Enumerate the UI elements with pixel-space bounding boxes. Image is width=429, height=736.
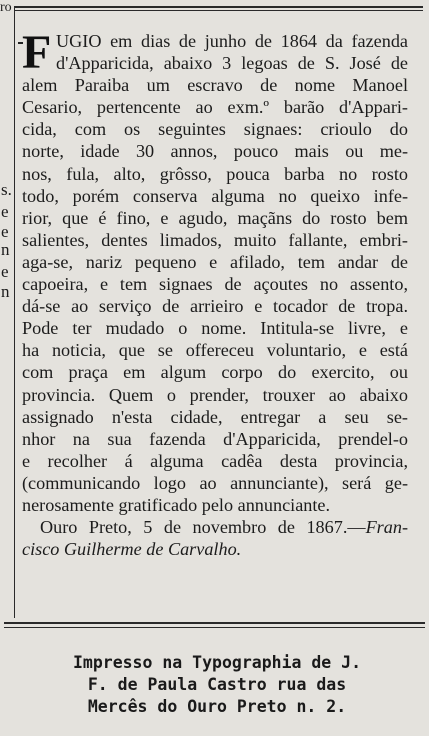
ad-line: cida, com os seguintes signaes: crioulo do	[22, 119, 408, 140]
ad-line: nerosamente gratificado pelo annunciante.	[22, 494, 331, 515]
runaway-slave-advertisement	[22, 26, 408, 560]
imprint-line: Mercês do Ouro Preto n. 2.	[87, 697, 347, 716]
separator-rule-thin	[4, 627, 425, 628]
signature-start: Fran-	[365, 517, 408, 538]
ad-line: Cesario, pertencente ao exm.º barão d'Appari-	[22, 97, 408, 118]
column-rule	[14, 6, 15, 618]
ad-line: provincia. Quem o prender, trouxer ao abaixo	[22, 384, 408, 405]
ad-line: d'Apparicida, abaixo 3 legoas de S. José de	[56, 53, 408, 74]
printer-imprint	[20, 652, 414, 718]
ad-line: ha noticia, que se offereceu voluntario, e está	[22, 340, 408, 361]
drop-cap: F	[22, 26, 52, 79]
separator-rule	[4, 622, 425, 624]
ad-line: Pode ter mudado o nome. Intitula-se livre, e	[22, 318, 408, 339]
ad-line: dá-se ao serviço de arrieiro e tocador de tropa.	[22, 296, 408, 317]
margin-corner-text: ro	[0, 0, 12, 15]
ad-line: alem Paraiba um escravo de nome Manoel	[22, 75, 408, 96]
ad-line: e recolher á alguma cadêa desta provincia,	[22, 450, 408, 471]
ad-line: nos, fula, alto, grôsso, pouca barba no rosto	[22, 163, 408, 184]
margin-fragment: e	[1, 262, 9, 281]
ad-line: assignado n'esta cidade, entregar a seu se-	[22, 406, 408, 427]
dateline-text: Ouro Preto, 5 de novembro de 1867.—	[40, 517, 366, 538]
ad-line: capoeira, e tem signaes de açoutes no assento,	[22, 274, 408, 295]
margin-fragment: n	[1, 240, 10, 259]
ad-line: UGIO em dias de junho de 1864 da fazenda	[56, 31, 408, 51]
imprint-line: Impresso na Typographia de J.	[72, 653, 362, 672]
top-rule	[14, 6, 423, 8]
ad-line: nhor na sua fazenda d'Apparicida, prendel-o	[22, 428, 408, 449]
margin-fragment: e	[1, 202, 9, 221]
ad-line: aga-se, nariz pequeno e afilado, tem andar de	[22, 251, 408, 272]
ad-line: com praça em algum corpo do exercito, ou	[22, 362, 408, 383]
ad-line: todo, porém conserva alguma no queixo infe-	[22, 185, 408, 206]
ad-line: norte, idade 30 annos, pouco mais ou me-	[22, 141, 408, 162]
ad-dateline	[22, 516, 408, 538]
ad-line: (communicando logo ao annunciante), será ge-	[22, 472, 408, 493]
ad-line: rior, que é fino, e agudo, maçãns do rosto bem	[22, 207, 408, 228]
ad-line: salientes, dentes limados, muito fallante, embri-	[22, 229, 408, 250]
margin-fragment: n	[1, 282, 10, 301]
margin-fragment: e	[1, 222, 9, 241]
top-rule-thin	[14, 10, 423, 11]
ad-signature: cisco Guilherme de Carvalho.	[22, 539, 242, 560]
margin-fragment: s.	[1, 180, 12, 199]
imprint-line: F. de Paula Castro rua das	[87, 675, 347, 694]
